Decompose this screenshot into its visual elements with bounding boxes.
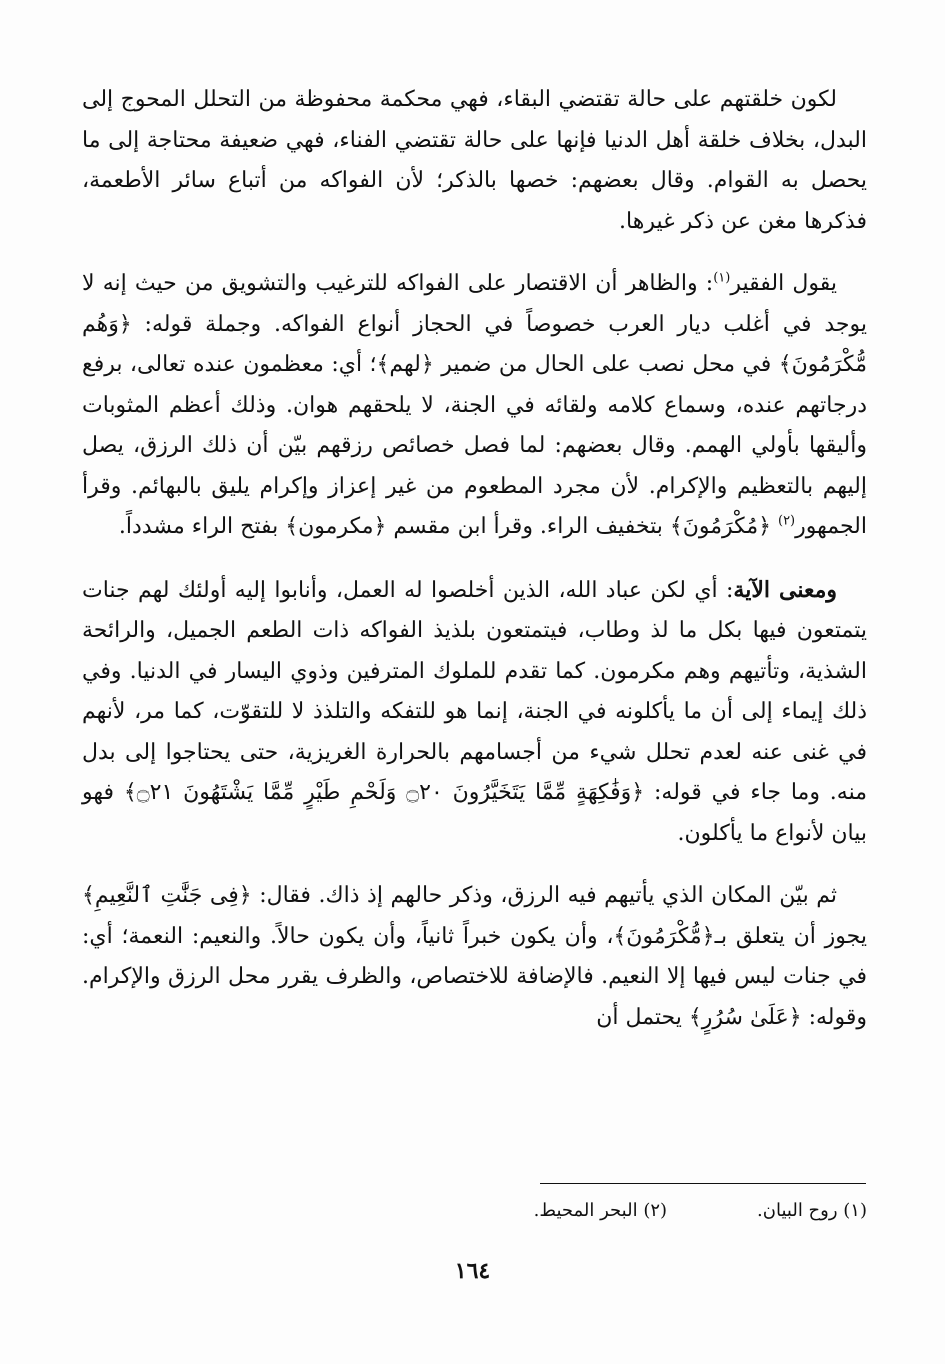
paragraph-3 xyxy=(82,570,867,855)
page-number: ١٦٤ xyxy=(454,1258,491,1284)
paragraph-3-heading: ومعنى الآية xyxy=(733,576,838,603)
paragraph-4-text: ثم بيّن المكان الذي يأتيهم فيه الرزق، وذكر حالهم إذ ذاك. فقال: ﴿فِى جَنَّٰتِ ٱلنَّعِيمِ﴾ يجوز أن يتعلق بـ﴿مُّكْرَمُونَ﴾، وأن يكون خبراً ثانياً، وأن يكون حالاً. والنعيم: النعمة؛ أي: في جنات ليس فيها إلا النعيم. فالإضافة للاختصاص، والظرف يقرر محل الرزق والإكرام. وقوله: ﴿عَلَىٰ سُرُرٍ﴾ يحتمل أن xyxy=(82,883,867,1030)
paragraph-1 xyxy=(82,80,867,242)
paragraph-3-text: : أي لكن عباد الله، الذين أخلصوا له العمل، وأنابوا إليه أولئك لهم جنات يتمتعون فيها بكل ما لذ وطاب، فيتمتعون بلذيذ الفواكه ذات الطعم الجميل، والرائحة الشذية، وتأتيهم وهم مكرمون. كما تقدم للملوك المترفين وذوي اليسار في الدنيا. وفي ذلك إيماء إلى أن ما يأكلونه في الجنة، إنما هو للتفكه والتلذذ لا للتقوّت، كما مر، لأنهم في غنى عنه لعدم تحلل شيء من أجسامهم بالحرارة الغريزية، حتى يحتاجوا إلى بدل منه. وما جاء في قوله: ﴿وَفَٰكِهَةٍ مِّمَّا يَتَخَيَّرُونَ ۝٢٠ وَلَحْمِ طَيْرٍ مِّمَّا يَشْتَهُونَ ۝٢١﴾ فهو بيان لأنواع ما يأكلون. xyxy=(82,577,868,846)
paragraph-2-tail: ﴿مُكْرَمُونَ﴾ بتخفيف الراء. وقرأ ابن مقسم ﴿مكرمون﴾ بفتح الراء مشدداً. xyxy=(118,514,778,539)
footnote-ref-1: (١) xyxy=(713,270,731,286)
paragraph-2 xyxy=(82,264,867,548)
footnote-divider xyxy=(540,1183,866,1184)
footnote-2: (٢) البحر المحيط. xyxy=(533,1200,668,1221)
paragraph-4 xyxy=(82,876,867,1038)
paragraph-2-text: : والظاهر أن الاقتصار على الفواكه للترغيب والتشويق من حيث إنه لا يوجد في أغلب ديار العرب خصوصاً في الحجاز أنواع الفواكه. وجملة قوله: ﴿وَهُم مُّكْرَمُونَ﴾ في محل نصب على الحال من ضمير ﴿لهم﴾؛ أي: معظمون عنده تعالى، برفع درجاتهم عنده، وسماع كلامه ولقائه في الجنة، لا يلحقهم هوان. وذلك أعظم المثوبات وأليقها بأولي الهمم. وقال بعضهم: لما فصل خصائص رزقهم بيّن أن ذلك الرزق، يصل إليهم بالتعظيم والإكرام. لأن مجرد المطعوم من غير إعزاز وإكرام يليق بالبهائم. وقرأ الجمهور xyxy=(82,271,867,539)
footnote-ref-2: (٢) xyxy=(777,513,796,529)
paragraph-2-lead: يقول الفقير xyxy=(730,271,837,296)
paragraph-1-text: لكون خلقتهم على حالة تقتضي البقاء، فهي محكمة محفوظة من التحلل المحوج إلى البدل، بخلاف خلقة أهل الدنيا فإنها على حالة تقتضي الفناء، فهي ضعيفة محتاجة إلى ما يحصل به القوام. وقال بعضهم: خصها بالذكر؛ لأن الفواكه من أتباع سائر الأطعمة، فذكرها مغن عن ذكر غيرها. xyxy=(82,87,867,234)
footnote-1: (١) روح البيان. xyxy=(757,1200,867,1221)
main-text xyxy=(82,80,867,1038)
footnotes xyxy=(82,1198,871,1224)
